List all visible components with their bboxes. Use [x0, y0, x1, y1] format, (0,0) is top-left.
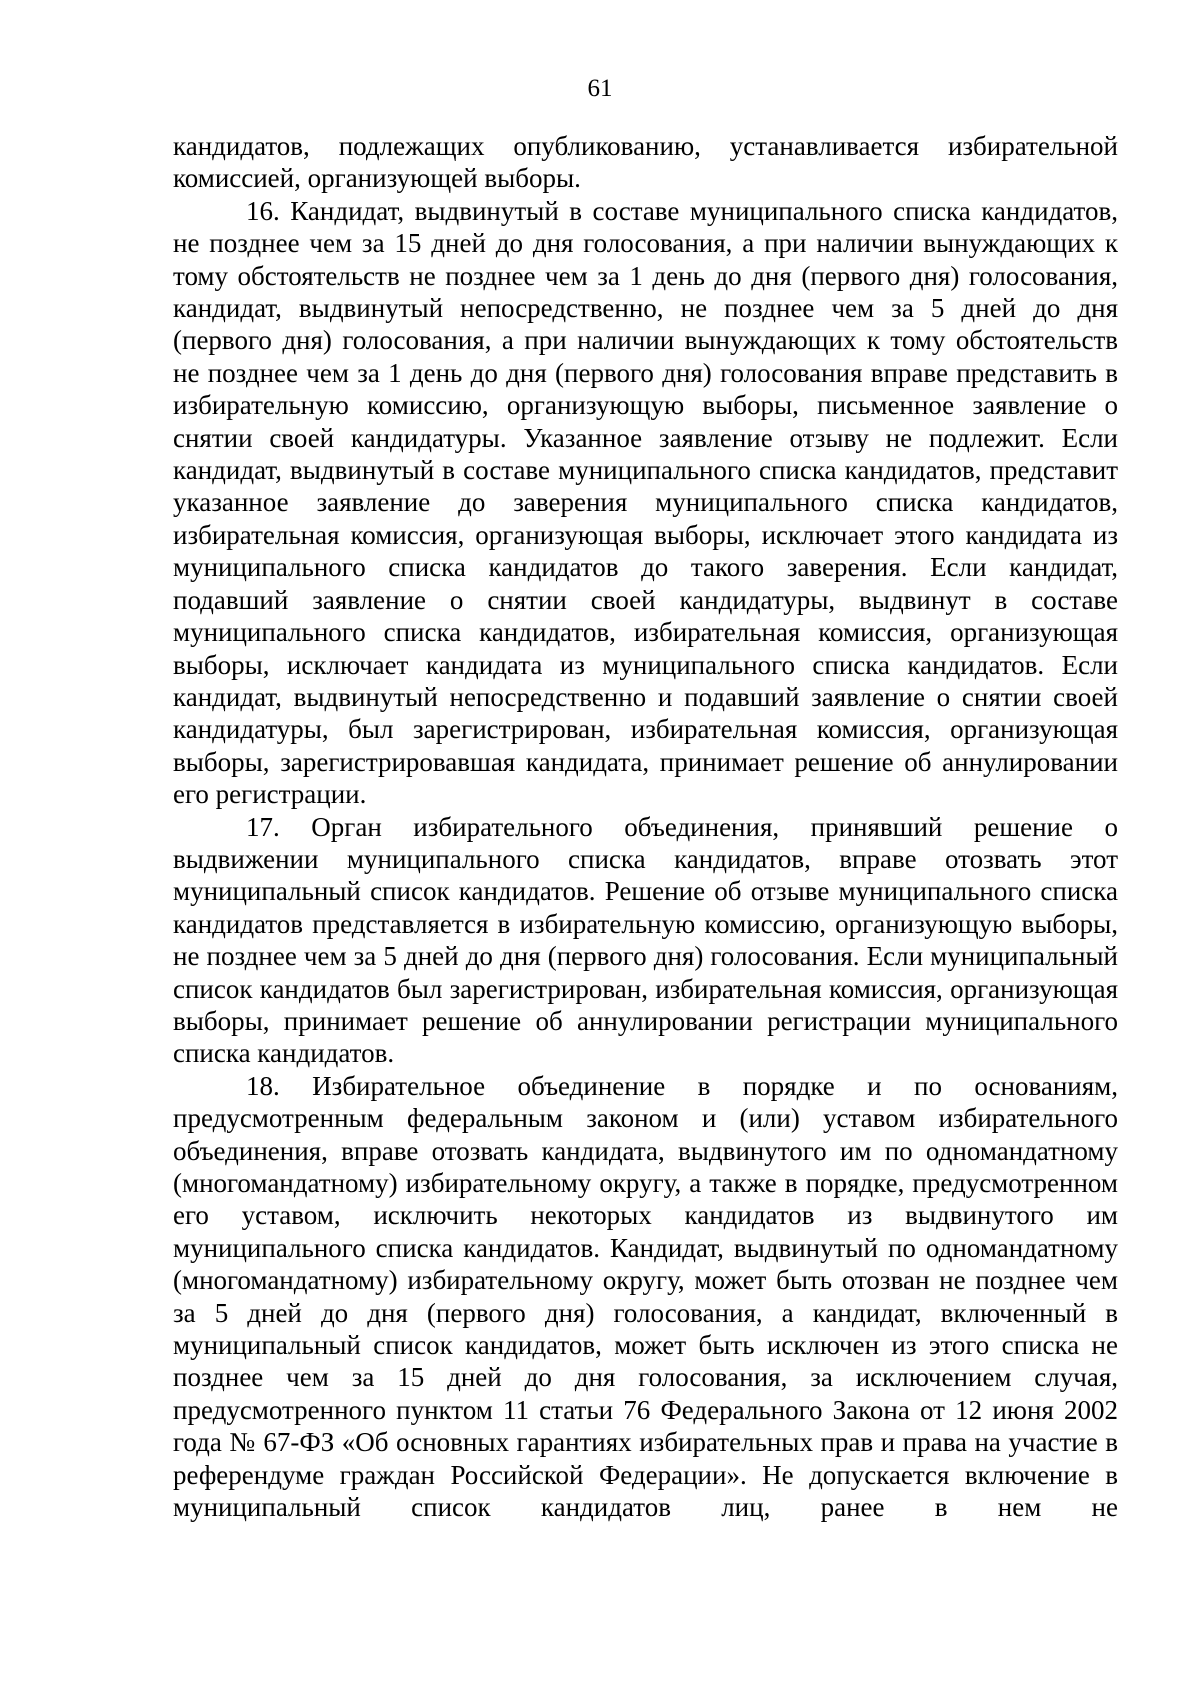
- paragraph-continuation: кандидатов, подлежащих опубликованию, устанавливается избирательной комиссией, организующей выборы.: [173, 131, 1118, 194]
- document-body: [173, 130, 1118, 1523]
- paragraph-item-16: 16. Кандидат, выдвинутый в составе муниципального списка кандидатов, не позднее чем за 15 дней до дня голосования, а при наличии вынуждающих к тому обстоятельств не позднее чем за 1 день до дня (первого дня) голосования, кандидат, выдвинутый непосредственно, не позднее чем за 5 дней до дня (первого дня) голосования, а при наличии вынуждающих к тому обстоятельств не позднее чем за 1 день до дня (первого дня) голосования вправе представить в избирательную комиссию, организующую выборы, письменное заявление о снятии своей кандидатуры. Указанное заявление отзыву не подлежит. Если кандидат, выдвинутый в составе муниципального списка кандидатов, представит указанное заявление до заверения муниципального списка кандидатов, избирательная комиссия, организующая выборы, исключает этого кандидата из муниципального списка кандидатов до такого заверения. Если кандидат, подавший заявление о снятии своей кандидатуры, выдвинут в составе муниципального списка кандидатов, избирательная комиссия, организующая выборы, исключает кандидата из муниципального списка кандидатов. Если кандидат, выдвинутый непосредственно и подавший заявление о снятии своей кандидатуры, был зарегистрирован, избирательная комиссия, организующая выборы, зарегистрировавшая кандидата, принимает решение об аннулировании его регистрации.: [173, 195, 1118, 810]
- paragraph-item-17: 17. Орган избирательного объединения, принявший решение о выдвижении муниципального списка кандидатов, вправе отозвать этот муниципальный список кандидатов. Решение об отзыве муниципального списка кандидатов представляется в избирательную комиссию, организующую выборы, не позднее чем за 5 дней до дня (первого дня) голосования. Если муниципальный список кандидатов был зарегистрирован, избирательная комиссия, организующая выборы, принимает решение об аннулировании регистрации муниципального списка кандидатов.: [173, 811, 1118, 1069]
- page-number: 61: [587, 75, 613, 102]
- paragraph-item-18: 18. Избирательное объединение в порядке и по основаниям, предусмотренным федеральным законом и (или) уставом избирательного объединения, вправе отозвать кандидата, выдвинутого им по одномандатному (многомандатному) избирательному округу, а также в порядке, предусмотренном его уставом, исключить некоторых кандидатов из выдвинутого им муниципального списка кандидатов. Кандидат, выдвинутый по одномандатному (многомандатному) избирательному округу, может быть отозван не позднее чем за 5 дней до дня (первого дня) голосования, а кандидат, включенный в муниципальный список кандидатов, может быть исключен из этого списка не позднее чем за 15 дней до дня голосования, за исключением случая, предусмотренного пунктом 11 статьи 76 Федерального Закона от 12 июня 2002 года № 67-ФЗ «Об основных гарантиях избирательных прав и права на участие в референдуме граждан Российской Федерации». Не допускается включение в муниципальный список кандидатов лиц, ранее в нем не: [173, 1070, 1118, 1523]
